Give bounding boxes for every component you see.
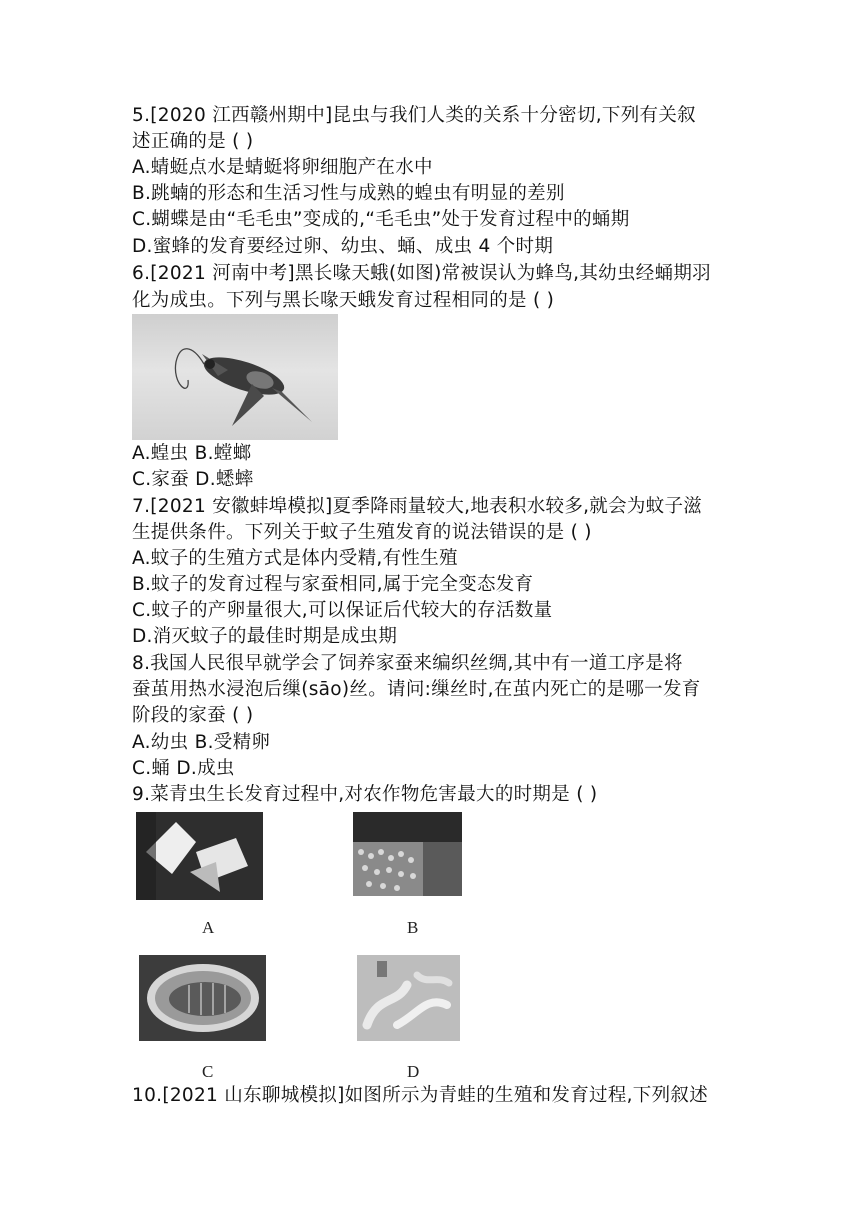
q6-stem-line1: 6.[2021 河南中考]黑长喙天蛾(如图)常被误认为蜂鸟,其幼虫经蛹期羽	[132, 263, 711, 284]
q9-image-a-butterflies	[136, 812, 263, 900]
hawk-moth-photo	[132, 314, 338, 440]
q7-option-c: C.蚊子的产卵量很大,可以保证后代较大的存活数量	[132, 600, 553, 621]
q9-image-d-caterpillars	[357, 955, 460, 1041]
q5-stem-line1: 5.[2020 江西赣州期中]昆虫与我们人类的关系十分密切,下列有关叙	[132, 105, 696, 126]
q6-options-cd: C.家蚕 D.蟋蟀	[132, 469, 254, 490]
q7-option-d: D.消灭蚊子的最佳时期是成虫期	[132, 626, 398, 647]
q7-option-a: A.蚊子的生殖方式是体内受精,有性生殖	[132, 548, 458, 569]
q5-option-a: A.蜻蜓点水是蜻蜓将卵细胞产在水中	[132, 157, 433, 178]
q5-option-b: B.跳蝻的形态和生活习性与成熟的蝗虫有明显的差别	[132, 183, 565, 204]
q9-label-a: A	[202, 918, 215, 937]
q9-label-c: C	[202, 1062, 214, 1081]
q7-option-b: B.蚊子的发育过程与家蚕相同,属于完全变态发育	[132, 574, 534, 595]
q5-option-c: C.蝴蝶是由“毛毛虫”变成的,“毛毛虫”处于发育过程中的蛹期	[132, 209, 630, 230]
q8-stem-line3: 阶段的家蚕 ( )	[132, 705, 254, 726]
q6-stem-line2: 化为成虫。下列与黑长喙天蛾发育过程相同的是 ( )	[132, 290, 555, 311]
q7-stem-line1: 7.[2021 安徽蚌埠模拟]夏季降雨量较大,地表积水较多,就会为蚊子滋	[132, 496, 703, 517]
q9-label-b: B	[407, 918, 419, 937]
q8-stem-line2: 蚕茧用热水浸泡后缫(sāo)丝。请问:缫丝时,在茧内死亡的是哪一发育	[132, 679, 701, 700]
q8-options-cd: C.蛹 D.成虫	[132, 758, 235, 779]
q9-label-d: D	[407, 1062, 420, 1081]
q9-image-c-pupa	[139, 955, 266, 1041]
q9-stem: 9.菜青虫生长发育过程中,对农作物危害最大的时期是 ( )	[132, 784, 598, 805]
q7-stem-line2: 生提供条件。下列关于蚊子生殖发育的说法错误的是 ( )	[132, 522, 592, 543]
q10-stem: 10.[2021 山东聊城模拟]如图所示为青蛙的生殖和发育过程,下列叙述	[132, 1085, 709, 1106]
q8-stem-line1: 8.我国人民很早就学会了饲养家蚕来编织丝绸,其中有一道工序是将	[132, 653, 683, 674]
q5-option-d: D.蜜蜂的发育要经过卵、幼虫、蛹、成虫 4 个时期	[132, 236, 554, 257]
q8-options-ab: A.幼虫 B.受精卵	[132, 732, 271, 753]
q6-options-ab: A.蝗虫 B.螳螂	[132, 443, 252, 464]
q5-stem-line2: 述正确的是 ( )	[132, 131, 254, 152]
q9-image-b-eggs	[353, 812, 462, 896]
